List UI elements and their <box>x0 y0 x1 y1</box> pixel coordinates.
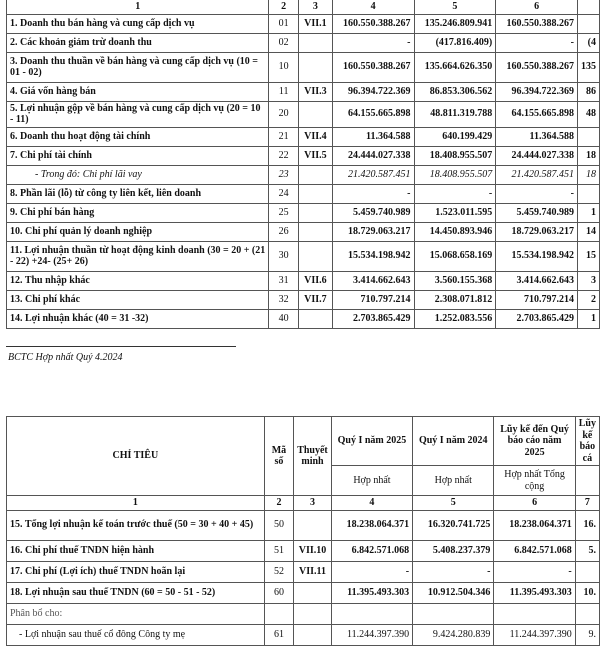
value-quarter-2024: 1.523.011.595 <box>414 203 496 222</box>
value-ytd-2024-cut <box>577 14 599 33</box>
row-code: 25 <box>269 203 299 222</box>
row-label: 4. Giá vốn hàng bán <box>7 82 269 101</box>
row-note <box>298 101 332 127</box>
row-note <box>298 203 332 222</box>
header-ytd-2025: Lũy kế đến Quý báo cáo năm 2025 <box>494 417 575 466</box>
value-ytd-2024-cut: 16. <box>575 510 599 540</box>
header-quarter-2024: Quý I năm 2024 <box>413 417 494 466</box>
table-row <box>7 540 600 561</box>
row-label: 12. Thu nhập khác <box>7 271 269 290</box>
column-number: 5 <box>413 496 494 511</box>
value-quarter-2025: - <box>332 184 414 203</box>
row-label: 10. Chi phí quản lý doanh nghiệp <box>7 222 269 241</box>
value-ytd-2024-cut: 9. <box>575 624 599 645</box>
value-ytd-2025: 64.155.665.898 <box>496 101 578 127</box>
row-code: 26 <box>269 222 299 241</box>
value-ytd-2024-cut: 10. <box>575 582 599 603</box>
column-number: 4 <box>332 0 414 14</box>
value-quarter-2024: (417.816.409) <box>414 33 496 52</box>
value-quarter-2025: 15.534.198.942 <box>332 241 414 271</box>
row-note <box>298 241 332 271</box>
value-ytd-2024-cut: 1 <box>577 203 599 222</box>
row-label: Phân bổ cho: <box>7 603 265 624</box>
row-code: 01 <box>269 14 299 33</box>
column-number: 3 <box>294 496 332 511</box>
value-quarter-2024: 14.450.893.946 <box>414 222 496 241</box>
value-quarter-2024: 5.408.237.379 <box>413 540 494 561</box>
table-row <box>7 290 600 309</box>
table-row <box>7 82 600 101</box>
value-ytd-2025: 3.414.662.643 <box>496 271 578 290</box>
column-number-row <box>7 0 600 14</box>
row-label: - Trong đó: Chi phí lãi vay <box>7 165 269 184</box>
row-label: 7. Chi phí tài chính <box>7 146 269 165</box>
row-code: 32 <box>269 290 299 309</box>
row-note <box>298 222 332 241</box>
value-ytd-2024-cut: 18 <box>577 165 599 184</box>
table-row <box>7 146 600 165</box>
row-label: 3. Doanh thu thuần về bán hàng và cung cấp dịch vụ (10 = 01 - 02) <box>7 52 269 82</box>
row-label: 6. Doanh thu hoạt động tài chính <box>7 127 269 146</box>
footer-rule <box>6 346 236 347</box>
row-code: 30 <box>269 241 299 271</box>
value-ytd-2024-cut: (4 <box>577 33 599 52</box>
subheader-cut <box>575 466 599 496</box>
value-ytd-2024-cut <box>575 561 599 582</box>
value-quarter-2025: 11.395.493.303 <box>331 582 412 603</box>
header-thuyet-minh: Thuyết minh <box>294 417 332 496</box>
row-note: VII.3 <box>298 82 332 101</box>
row-note <box>298 33 332 52</box>
row-code: 21 <box>269 127 299 146</box>
row-note <box>294 603 332 624</box>
value-ytd-2024-cut <box>577 184 599 203</box>
income-statement-table-top <box>6 0 600 329</box>
table-row <box>7 127 600 146</box>
value-ytd-2025: 11.244.397.390 <box>494 624 575 645</box>
value-ytd-2025: 6.842.571.068 <box>494 540 575 561</box>
row-note <box>298 184 332 203</box>
row-code: 02 <box>269 33 299 52</box>
table-row <box>7 222 600 241</box>
value-ytd-2025: 18.729.063.217 <box>496 222 578 241</box>
table-row <box>7 203 600 222</box>
row-code: 20 <box>269 101 299 127</box>
column-number: 6 <box>496 0 578 14</box>
value-quarter-2025: 5.459.740.989 <box>332 203 414 222</box>
table-row <box>7 241 600 271</box>
value-ytd-2025: 11.395.493.303 <box>494 582 575 603</box>
value-quarter-2025: 18.238.064.371 <box>331 510 412 540</box>
income-statement-table-bottom <box>6 416 600 646</box>
row-code: 60 <box>264 582 294 603</box>
value-ytd-2024-cut: 18 <box>577 146 599 165</box>
row-note: VII.4 <box>298 127 332 146</box>
row-code: 23 <box>269 165 299 184</box>
value-ytd-2024-cut: 5. <box>575 540 599 561</box>
value-ytd-2025: 5.459.740.989 <box>496 203 578 222</box>
value-quarter-2025: - <box>332 33 414 52</box>
value-quarter-2025: 24.444.027.338 <box>332 146 414 165</box>
value-ytd-2025: 710.797.214 <box>496 290 578 309</box>
header-quarter-2025: Quý I năm 2025 <box>331 417 412 466</box>
column-number: 6 <box>494 496 575 511</box>
value-ytd-2024-cut: 15 <box>577 241 599 271</box>
value-quarter-2024: - <box>413 561 494 582</box>
column-number: 1 <box>7 0 269 14</box>
value-ytd-2025: 96.394.722.369 <box>496 82 578 101</box>
value-quarter-2024: 15.068.658.169 <box>414 241 496 271</box>
value-quarter-2024: 135.246.809.941 <box>414 14 496 33</box>
value-ytd-2025: 24.444.027.338 <box>496 146 578 165</box>
value-ytd-2025: 18.238.064.371 <box>494 510 575 540</box>
row-label: 13. Chi phí khác <box>7 290 269 309</box>
value-quarter-2025: 710.797.214 <box>332 290 414 309</box>
value-ytd-2025: 21.420.587.451 <box>496 165 578 184</box>
value-quarter-2024 <box>413 603 494 624</box>
value-quarter-2024: 48.811.319.788 <box>414 101 496 127</box>
value-quarter-2024: 135.664.626.350 <box>414 52 496 82</box>
header-ma-so: Mã số <box>264 417 294 496</box>
header-chi-tieu: CHỈ TIÊU <box>7 417 265 496</box>
value-ytd-2025: 15.534.198.942 <box>496 241 578 271</box>
value-quarter-2024: 18.408.955.507 <box>414 146 496 165</box>
row-note: VII.6 <box>298 271 332 290</box>
value-quarter-2024: 3.560.155.368 <box>414 271 496 290</box>
value-quarter-2024: 16.320.741.725 <box>413 510 494 540</box>
row-code: 50 <box>264 510 294 540</box>
value-quarter-2024: 86.853.306.562 <box>414 82 496 101</box>
subheader-ytd-2025: Hợp nhất Tổng cộng <box>494 466 575 496</box>
value-quarter-2025: 2.703.865.429 <box>332 309 414 328</box>
value-ytd-2024-cut: 86 <box>577 82 599 101</box>
table-row <box>7 184 600 203</box>
row-note <box>298 309 332 328</box>
value-quarter-2025: 64.155.665.898 <box>332 101 414 127</box>
footer-report-name: BCTC Hợp nhất Quý 4.2024 <box>8 352 123 363</box>
value-ytd-2024-cut <box>575 603 599 624</box>
row-note <box>294 510 332 540</box>
value-quarter-2024: 9.424.280.839 <box>413 624 494 645</box>
value-ytd-2024-cut: 2 <box>577 290 599 309</box>
value-quarter-2025: 160.550.388.267 <box>332 14 414 33</box>
row-note: VII.10 <box>294 540 332 561</box>
value-quarter-2024: 1.252.083.556 <box>414 309 496 328</box>
value-quarter-2025: 11.244.397.390 <box>331 624 412 645</box>
value-ytd-2025: 160.550.388.267 <box>496 14 578 33</box>
row-code <box>264 603 294 624</box>
row-label: - Lợi nhuận sau thuế cổ đông Công ty mẹ <box>7 624 265 645</box>
table-row <box>7 271 600 290</box>
value-ytd-2024-cut: 1 <box>577 309 599 328</box>
value-quarter-2025: 6.842.571.068 <box>331 540 412 561</box>
table-row <box>7 14 600 33</box>
table-row <box>7 52 600 82</box>
row-note <box>298 52 332 82</box>
value-quarter-2025 <box>331 603 412 624</box>
column-number: 5 <box>414 0 496 14</box>
subheader-quarter-2025: Hợp nhất <box>331 466 412 496</box>
subheader-quarter-2024: Hợp nhất <box>413 466 494 496</box>
value-ytd-2025: 2.703.865.429 <box>496 309 578 328</box>
row-note: VII.11 <box>294 561 332 582</box>
row-label: 16. Chi phí thuế TNDN hiện hành <box>7 540 265 561</box>
row-note: VII.1 <box>298 14 332 33</box>
value-quarter-2025: 160.550.388.267 <box>332 52 414 82</box>
table-row <box>7 33 600 52</box>
table-row <box>7 561 600 582</box>
row-code: 24 <box>269 184 299 203</box>
value-quarter-2025: 11.364.588 <box>332 127 414 146</box>
row-code: 22 <box>269 146 299 165</box>
row-label: 9. Chi phí bán hàng <box>7 203 269 222</box>
row-label: 15. Tổng lợi nhuận kế toán trước thuế (50 = 30 + 40 + 45) <box>7 510 265 540</box>
row-code: 51 <box>264 540 294 561</box>
value-quarter-2025: 96.394.722.369 <box>332 82 414 101</box>
value-quarter-2025: 3.414.662.643 <box>332 271 414 290</box>
column-number: 4 <box>331 496 412 511</box>
table-row <box>7 165 600 184</box>
value-ytd-2024-cut: 135 <box>577 52 599 82</box>
row-code: 11 <box>269 82 299 101</box>
value-quarter-2024: 640.199.429 <box>414 127 496 146</box>
value-quarter-2024: - <box>414 184 496 203</box>
value-quarter-2024: 10.912.504.346 <box>413 582 494 603</box>
value-ytd-2024-cut: 14 <box>577 222 599 241</box>
row-code: 40 <box>269 309 299 328</box>
value-quarter-2024: 18.408.955.507 <box>414 165 496 184</box>
column-number <box>577 0 599 14</box>
value-ytd-2024-cut <box>577 127 599 146</box>
value-ytd-2025 <box>494 603 575 624</box>
row-label: 11. Lợi nhuận thuần từ hoạt động kinh doanh (30 = 20 + (21 - 22) +24- (25+ 26) <box>7 241 269 271</box>
value-ytd-2025: 11.364.588 <box>496 127 578 146</box>
value-quarter-2025: - <box>331 561 412 582</box>
value-ytd-2025: - <box>496 33 578 52</box>
row-code: 52 <box>264 561 294 582</box>
row-label: 14. Lợi nhuận khác (40 = 31 -32) <box>7 309 269 328</box>
value-ytd-2024-cut: 48 <box>577 101 599 127</box>
table-row <box>7 510 600 540</box>
row-note: VII.5 <box>298 146 332 165</box>
table-row <box>7 101 600 127</box>
value-ytd-2025: - <box>496 184 578 203</box>
table-row <box>7 603 600 624</box>
column-number: 2 <box>269 0 299 14</box>
value-ytd-2025: 160.550.388.267 <box>496 52 578 82</box>
value-ytd-2025: - <box>494 561 575 582</box>
row-code: 61 <box>264 624 294 645</box>
column-number: 7 <box>575 496 599 511</box>
row-code: 31 <box>269 271 299 290</box>
row-label: 8. Phần lãi (lỗ) từ công ty liên kết, liên doanh <box>7 184 269 203</box>
row-note <box>298 165 332 184</box>
row-code: 10 <box>269 52 299 82</box>
row-label: 5. Lợi nhuận gộp về bán hàng và cung cấp dịch vụ (20 = 10 - 11) <box>7 101 269 127</box>
table-row <box>7 309 600 328</box>
row-label: 17. Chi phí (Lợi ích) thuế TNDN hoãn lại <box>7 561 265 582</box>
row-label: 18. Lợi nhuận sau thuế TNDN (60 = 50 - 51 - 52) <box>7 582 265 603</box>
row-label: 2. Các khoản giảm trừ doanh thu <box>7 33 269 52</box>
column-number: 3 <box>298 0 332 14</box>
value-ytd-2024-cut: 3 <box>577 271 599 290</box>
value-quarter-2025: 18.729.063.217 <box>332 222 414 241</box>
column-number: 2 <box>264 496 294 511</box>
column-number: 1 <box>7 496 265 511</box>
value-quarter-2024: 2.308.071.812 <box>414 290 496 309</box>
header-ytd-2024-cut: Lũy kế báo cá <box>575 417 599 466</box>
row-note <box>294 624 332 645</box>
row-note: VII.7 <box>298 290 332 309</box>
value-quarter-2025: 21.420.587.451 <box>332 165 414 184</box>
table-row <box>7 624 600 645</box>
column-number-row <box>7 496 600 511</box>
row-label: 1. Doanh thu bán hàng và cung cấp dịch vụ <box>7 14 269 33</box>
